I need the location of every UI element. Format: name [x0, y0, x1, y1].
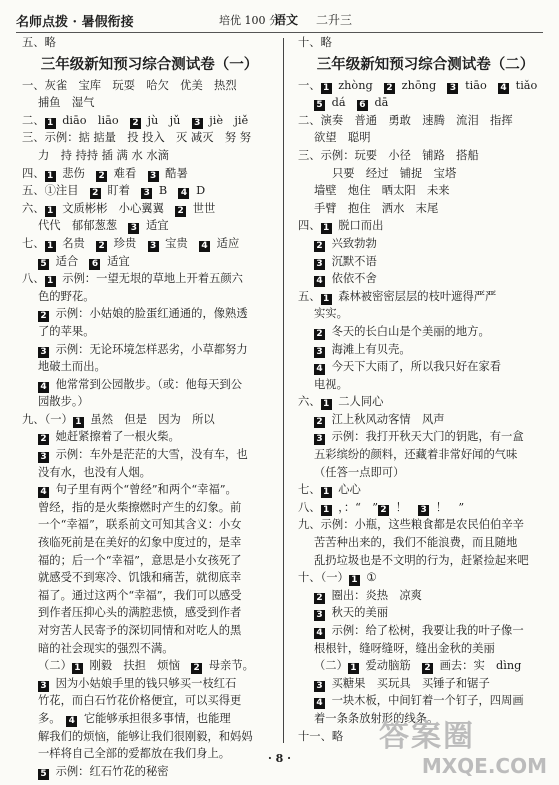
question-number-box: 3: [148, 171, 159, 182]
answer-line: 3 示例：车外是茫茫的大雪，没有车，也: [22, 446, 277, 464]
page-number: · 8 ·: [268, 752, 291, 765]
answer-line: 4 今天下大雨了，所以我只好在家看: [298, 358, 553, 376]
left-column-answers: [22, 34, 277, 780]
question-number-box: 3: [447, 83, 458, 94]
answer-line: 力 持 持持 插 满 水 水滴: [38, 148, 169, 162]
answer-line: 四、 1 脱口而出: [298, 219, 384, 234]
question-number-box: 3: [418, 505, 429, 516]
answer-line: （二） 1 刚毅 扶担 烦恼 2 母亲节。: [38, 659, 254, 674]
question-number-box: 3: [128, 223, 139, 234]
question-number-box: 1: [45, 206, 56, 217]
answer-line: 园散步。）: [38, 395, 89, 409]
answer-line: 五、略: [22, 36, 56, 49]
question-number-box: 4: [314, 364, 325, 375]
answer-line: 解我们的烦恼，能够让我们很刚毅，和妈妈: [38, 729, 253, 743]
question-number-box: 1: [321, 223, 332, 234]
answer-line: 五、 1 森林被密密层层的枝叶遮得严严: [298, 289, 497, 304]
question-number-box: 2: [38, 311, 49, 322]
watermark-url: MXQE.COM: [421, 754, 547, 778]
answer-line: 六、 1 二人同心: [298, 395, 384, 410]
question-number-box: 6: [89, 259, 100, 270]
question-number-box: 4: [199, 241, 210, 252]
test-title: 三年级新知预习综合测试卷（二）: [316, 55, 535, 73]
watermark-text: 答案圈: [379, 719, 475, 754]
answer-line: 一样将自己全部的爱都放在我们身上。: [38, 747, 231, 761]
question-number-box: 6: [357, 100, 368, 111]
answer-line: 2 冬天的长白山是个美丽的地方。: [298, 323, 553, 341]
answer-line: 多。 4 它能够承担很多事情，也能理: [38, 711, 231, 726]
answer-line: 4 示例：给了松树，我要让我的叶子像一: [298, 622, 553, 640]
question-number-box: 2: [191, 663, 202, 674]
question-number-box: 1: [321, 294, 332, 305]
answer-line: 福的；后一个“幸福”，意思是小女孩死了: [38, 553, 242, 567]
answer-line: 八、 1 示例：一望无垠的草地上开着五颜六: [22, 272, 243, 287]
answer-line: 2 她赶紧擦着了一根火柴。: [22, 428, 277, 446]
answer-line: 五、①注目 2 盯着 3 B 4 D: [22, 184, 206, 199]
question-number-box: 2: [90, 188, 101, 199]
answer-line: 十一、略: [298, 729, 344, 743]
answer-line: 欲望 聪明: [314, 131, 371, 145]
answer-line: 一个“幸福”，联系前文可知其含义：小女: [38, 518, 242, 532]
question-number-box: 3: [314, 681, 325, 692]
answer-line: 2 兴致勃勃: [298, 235, 553, 253]
question-number-box: 4: [314, 628, 325, 639]
answer-line: 2 圈出：炎热 凉爽: [298, 587, 553, 605]
question-number-box: 5: [38, 769, 49, 780]
answer-line: 七、 1 心心: [298, 483, 361, 498]
question-number-box: 2: [378, 505, 389, 516]
question-number-box: 1: [348, 663, 359, 674]
answer-line: 3 示例：我打开秋天大门的钥匙，有一盒: [298, 428, 553, 446]
question-number-box: 1: [45, 241, 56, 252]
answer-line: 对穷苦人民寄予的深切同情和对吃人的黑: [38, 624, 242, 637]
question-number-box: 3: [192, 118, 203, 129]
answer-line: 十、（一） 1 ①: [298, 571, 377, 586]
answer-line: 代代 郁郁葱葱 3 适宜: [38, 219, 169, 234]
question-number-box: 4: [314, 276, 325, 287]
answer-line: 3 示例：无论环境怎样恶劣，小草都努力: [22, 341, 277, 359]
answer-line: 福了。通过这两个“幸福”，我们可以感受: [38, 588, 242, 602]
answer-line: 色的野花。: [38, 289, 95, 303]
question-number-box: 2: [314, 417, 325, 428]
answer-line: 手臂 抱住 洒水 末尾: [314, 201, 439, 215]
question-number-box: 3: [148, 241, 159, 252]
question-number-box: 1: [321, 83, 332, 94]
test-title: 三年级新知预习综合测试卷（一）: [40, 55, 259, 73]
answer-line: 三、示例：玩要 小径 铺路 搭船: [298, 148, 479, 162]
answer-line: 乱扔垃圾也是不文明的行为，赶紧捡起来吧: [314, 553, 529, 567]
answer-line: 4 一块木板，中间钉着一个钉子，四周画: [298, 692, 553, 710]
right-column-answers: [298, 34, 553, 745]
question-number-box: 1: [349, 575, 360, 586]
answer-line: 孩临死前是在美好的幻象中度过的，是幸: [38, 536, 242, 550]
answer-line: 六、 1 文质彬彬 小心翼翼 2 世世: [22, 201, 216, 216]
answer-line: 4 依依不舍: [298, 270, 553, 288]
answer-line: 暗的社会现实的强烈不满。: [38, 641, 174, 655]
question-number-box: 3: [38, 681, 49, 692]
answer-line: 地破土而出。: [38, 360, 106, 374]
question-number-box: 2: [96, 171, 107, 182]
book-subtitle: 培优 100 分: [219, 14, 280, 27]
question-number-box: 4: [314, 698, 325, 709]
answer-line: 5 dá 6 dā: [298, 94, 553, 112]
grade-label: 二升三: [316, 13, 353, 27]
answer-line: 只要 经过 铺捉 宝塔: [332, 166, 457, 180]
question-number-box: 4: [66, 716, 77, 727]
answer-line: 苦苦种出来的，我们不能浪费，而且随地: [314, 536, 518, 550]
answer-line: 就感受不到寒冷、饥饿和痛苦，就彻底幸: [38, 571, 242, 585]
answer-line: 4 句子里有两个“曾经”和两个“幸福”。: [22, 481, 277, 499]
question-number-box: 3: [314, 259, 325, 270]
book-brand: 名师点拨 · 暑假衔接: [16, 15, 134, 30]
question-number-box: 1: [72, 663, 83, 674]
question-number-box: 2: [422, 663, 433, 674]
answer-line: 墙壁 炮住 晒太阳 未来: [314, 184, 450, 198]
column-divider: [283, 38, 284, 743]
answer-line: （二） 1 爱动脑筋 2 画去：实 dìng: [314, 659, 522, 674]
answer-line: 九、（一） 1 虽然 但是 因为 所以: [22, 412, 215, 427]
answer-line: 2 江上秋风动客情 风声: [298, 411, 553, 429]
answer-line: 2 示例：小姑娘的脸蛋红通通的，像熟透: [22, 305, 277, 323]
question-number-box: 3: [38, 347, 49, 358]
question-number-box: 3: [314, 610, 325, 621]
question-number-box: 1: [321, 399, 332, 410]
question-number-box: 5: [314, 100, 325, 111]
question-number-box: 3: [38, 452, 49, 463]
answer-line: 二、 1 diāo liāo 2 jù jǔ 3 jiè jiě: [22, 113, 249, 128]
question-number-box: 1: [45, 276, 56, 287]
answer-line: 九、示例：小瓶，这些粮食都是农民伯伯辛辛: [298, 518, 524, 532]
question-number-box: 2: [314, 241, 325, 252]
question-number-box: 3: [314, 347, 325, 358]
answer-line: 着一条条放射形的线条。: [314, 711, 439, 725]
answer-line: 捕鱼 湿气: [38, 96, 95, 110]
question-number-box: 1: [73, 417, 84, 428]
question-number-box: 4: [38, 487, 49, 498]
answer-line: 七、 1 名贵 2 珍贵 3 宝贵 4 适应: [22, 236, 240, 251]
question-number-box: 2: [96, 241, 107, 252]
question-number-box: 2: [384, 83, 395, 94]
watermark-logo: [379, 719, 555, 781]
answer-line: 八、 1 ，：“ ” 2 ！ 3 ！ ”: [298, 500, 465, 515]
answer-line: 曾经，指的是火柴擦燃时产生的幻象。前: [38, 500, 242, 514]
answer-line: 五彩缤纷的颜料，还藏着非常好闻的气味: [314, 448, 518, 462]
question-number-box: 2: [38, 434, 49, 445]
answer-line: 一、灰雀 宝库 玩耍 哈欠 优美 热烈: [22, 78, 237, 92]
answer-line: 实实。: [314, 307, 348, 321]
answer-line: （任答一点即可）: [314, 465, 405, 479]
answer-line: 一、 1 zhòng 2 zhōng 3 tiāo 4 tiǎo: [298, 78, 538, 93]
question-number-box: 4: [498, 83, 509, 94]
answer-line: 电视。: [314, 377, 348, 391]
question-number-box: 1: [321, 487, 332, 498]
question-number-box: 1: [45, 118, 56, 129]
answer-line: 3 因为小姑娘手里的钱只够买一枝红石: [22, 675, 277, 693]
question-number-box: 2: [175, 206, 186, 217]
answer-line: 十、略: [298, 36, 332, 49]
answer-line: 四、 1 悲伤 2 难看 3 酷暑: [22, 166, 188, 181]
question-number-box: 2: [314, 329, 325, 340]
answer-line: 到作者压抑心头的满腔悲愤，感受到作者: [38, 606, 242, 620]
question-number-box: 1: [45, 171, 56, 182]
answer-line: 5 适合 6 适宜: [22, 253, 277, 271]
answer-line: 了的苹果。: [38, 324, 95, 338]
answer-line: 二、演奏 普通 勇敢 速腾 流泪 指挥: [298, 113, 513, 127]
question-number-box: 4: [178, 188, 189, 199]
answer-line: 4 他常常到公园散步。（或：他每天到公: [22, 376, 277, 394]
answer-line: 三、示例：掂 掂量 投 投入 灭 减灭 努 努: [22, 131, 252, 145]
answer-line: 3 海滩上有贝壳。: [298, 341, 553, 359]
question-number-box: 2: [130, 118, 141, 129]
answer-line: 3 秋天的美丽: [298, 604, 553, 622]
answer-line: 没有水，也没有人烟。: [38, 465, 151, 479]
subject-label: 语文: [274, 13, 299, 27]
question-number-box: 4: [38, 382, 49, 393]
answer-line: 5 示例：红石竹花的秘密: [22, 763, 277, 781]
question-number-box: 1: [321, 505, 332, 516]
question-number-box: 5: [38, 259, 49, 270]
question-number-box: 3: [314, 434, 325, 445]
answer-line: 3 买糖果 买玩具 买锤子和锯子: [298, 675, 553, 693]
question-number-box: 2: [314, 593, 325, 604]
page-header: [16, 6, 543, 33]
question-number-box: 3: [141, 188, 152, 199]
answer-line: 根根针，缝呀缝呀，缝出金秋的美丽: [314, 641, 495, 655]
answer-line: 3 沉默不语: [298, 253, 553, 271]
answer-line: 竹花，而白石竹花价格便宜，可以买得更: [38, 694, 242, 708]
